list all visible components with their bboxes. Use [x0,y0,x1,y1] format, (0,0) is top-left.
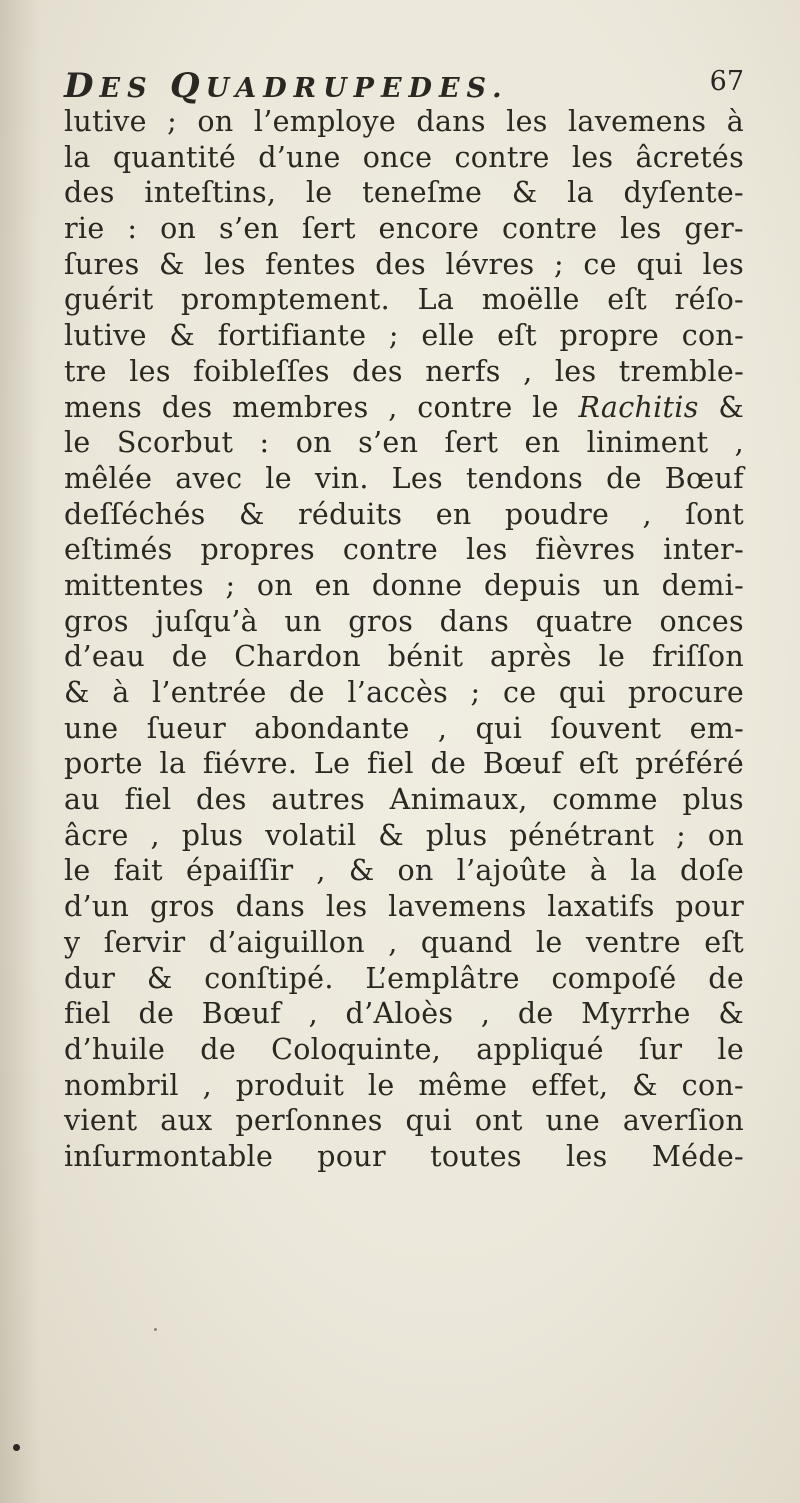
text-line: le fait épaiſſir , & on l’ajoûte à la doſe [64,854,744,888]
text-line: au fiel des autres Animaux, comme plus [64,783,744,817]
text-line: eſtimés propres contre les fièvres inter- [64,533,744,567]
text-line: nombril , produit le même effet, & con- [64,1068,744,1102]
running-title: DES QUADRUPEDES. [64,66,509,106]
text-line: lutive ; on l’employe dans les lavemens à [64,105,744,138]
italic-term: Rachitis [578,390,699,424]
running-head [64,66,744,106]
text-line: mittentes ; on en donne depuis un demi- [64,568,744,602]
text-line: gros juſqu’à un gros dans quatre onces [64,604,744,638]
text-line: âcre , plus volatil & plus pénétrant ; on [64,818,744,852]
text-line: une ſueur abondante , qui ſouvent em- [64,711,744,745]
text-line: le Scorbut : on s’en ſert en liniment , [64,426,744,460]
text-line: ſures & les fentes des lévres ; ce qui les [64,247,744,281]
paper-speck [154,1328,157,1331]
text-line: tre les foibleſſes des nerfs , les tremble- [64,354,744,388]
page-number: 67 [709,66,744,97]
ink-speck [13,1444,20,1451]
text-line: y ſervir d’aiguillon , quand le ventre eſt [64,925,744,959]
text-line: fiel de Bœuf , d’Aloès , de Myrrhe & [64,997,744,1031]
text-line: mens des membres , contre le Rachitis & [64,390,744,424]
text-line: deſſéchés & réduits en poudre , ſont [64,497,744,531]
text-line: d’huile de Coloquinte, appliqué ſur le [64,1032,744,1066]
text-line: d’un gros dans les lavemens laxatifs pour [64,890,744,924]
body-text [64,104,744,1175]
text-line: guérit promptement. La moëlle eſt réſo- [64,283,744,317]
text-line: mêlée avec le vin. Les tendons de Bœuf [64,461,744,495]
text-line: vient aux perſonnes qui ont une averſion [64,1104,744,1138]
text-line: des inteſtins, le teneſme & la dyſente- [64,176,744,210]
gutter-shadow [0,0,40,1503]
text-line: & à l’entrée de l’accès ; ce qui procure [64,676,744,709]
text-line: porte la fiévre. Le fiel de Bœuf eſt préféré [64,747,744,781]
text-line: dur & conſtipé. L’emplâtre compoſé de [64,961,744,995]
text-line: inſurmontable pour toutes les Méde- [64,1139,744,1173]
text-line: d’eau de Chardon bénit après le friſſon [64,640,744,674]
text-line: rie : on s’en ſert encore contre les ger- [64,212,744,246]
text-line: la quantité d’une once contre les âcretés [64,140,744,174]
text-line: lutive & fortifiante ; elle eſt propre con- [64,319,744,353]
